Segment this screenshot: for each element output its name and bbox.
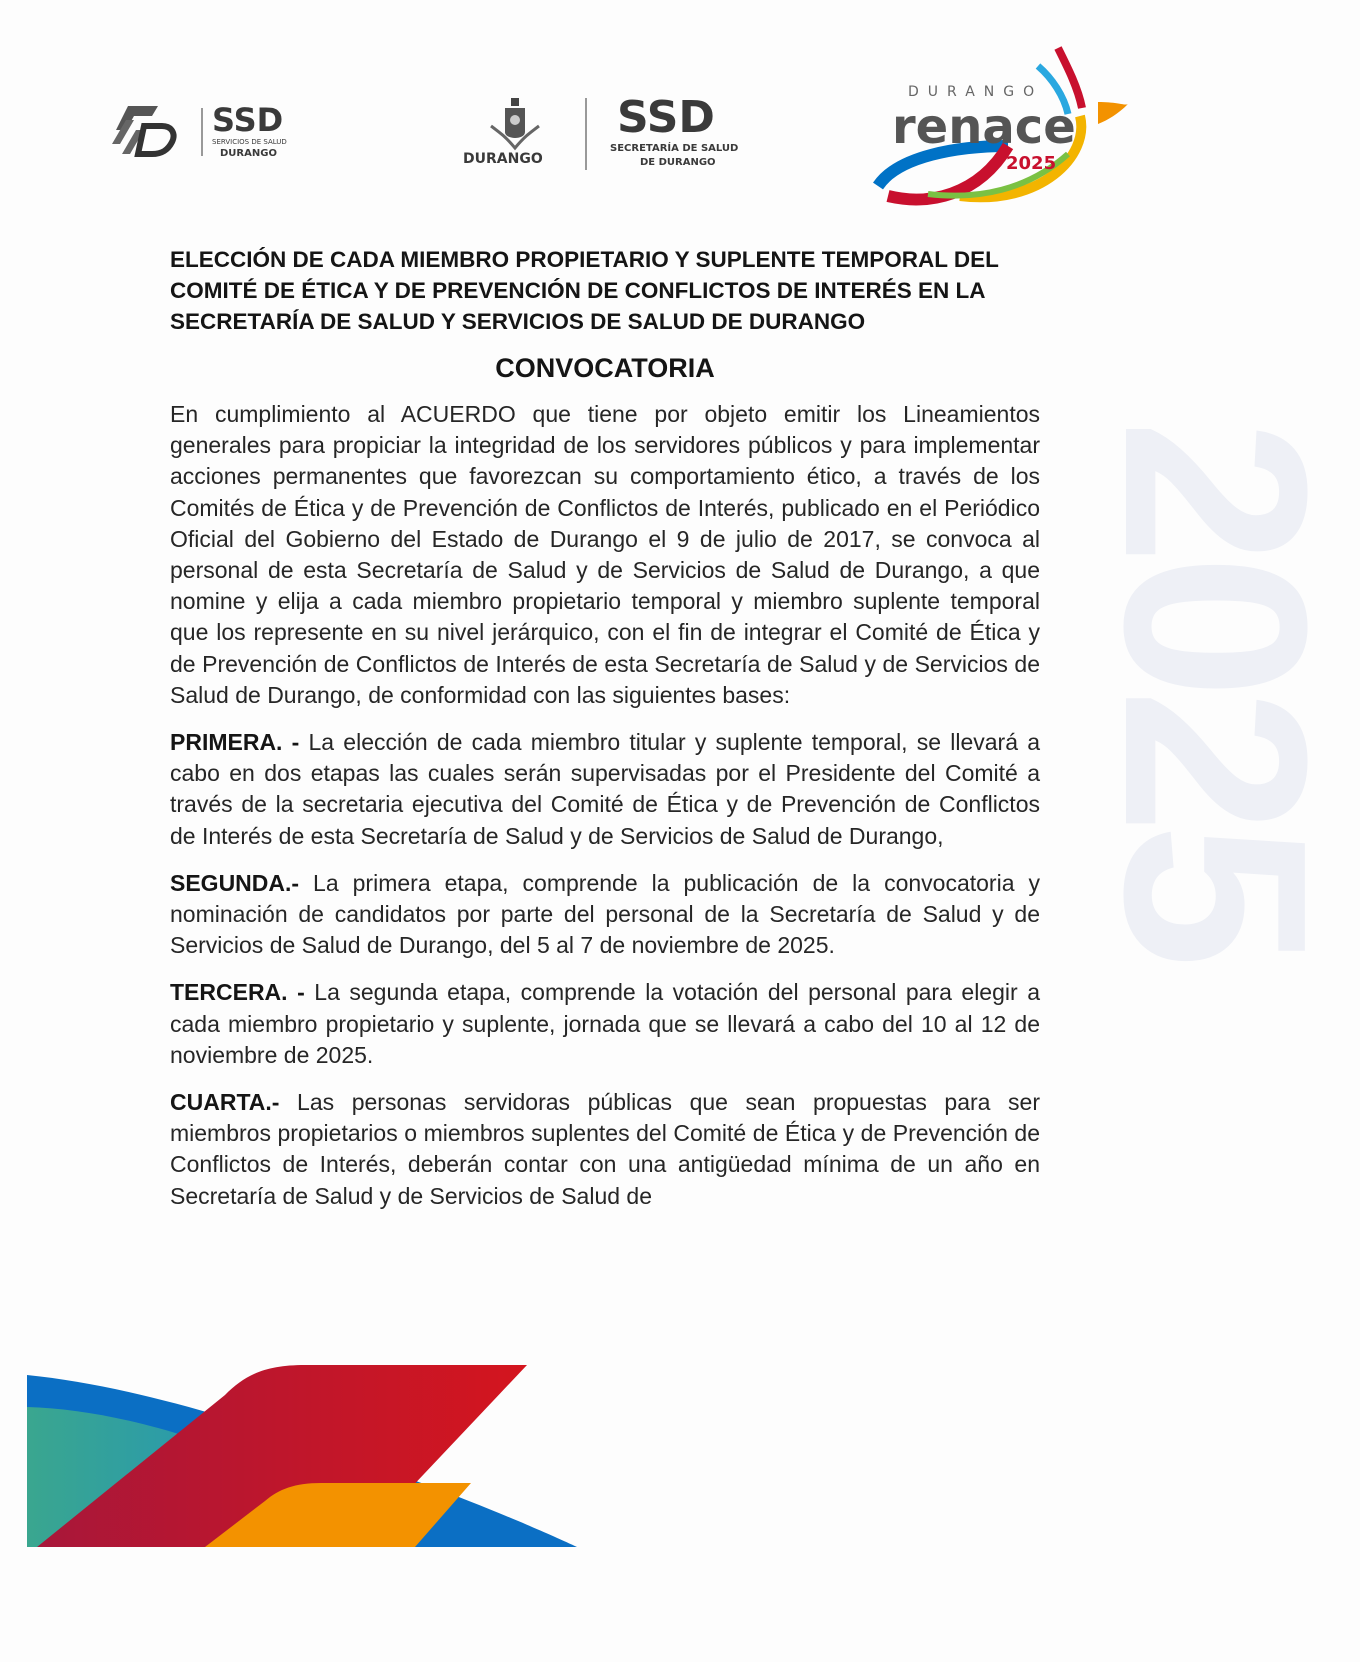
base-cuarta — [170, 1087, 1040, 1212]
base-text: La primera etapa, comprende la publicación de la convocatoria y nominación de candidatos por parte del personal de la Secretaría de Salud y de Servicios de Salud de Durango, del 5 al 7 de noviembre de 2025. — [170, 869, 1040, 959]
logo-ssd-text: SSD — [617, 92, 715, 143]
base-primera — [170, 727, 1040, 852]
logo-word: renace — [892, 99, 1076, 155]
logo-line1: SECRETARÍA DE SALUD — [610, 143, 739, 154]
base-tercera — [170, 977, 1040, 1071]
document-heading: CONVOCATORIA — [495, 353, 715, 383]
intro-paragraph: En cumplimiento al ACUERDO que tiene por objeto emitir los Lineamientos generales para propiciar la integridad de los servidores públicos y para implementar acciones permanentes que favorezcan su comportamiento ético, a través de los Comités de Ética y de Prevención de Conflictos de Interés, publicado en el Periódico Oficial del Gobierno del Estado de Durango el 9 de julio de 2017, se convoca al personal de esta Secretaría de Salud y de Servicios de Salud de Durango, a que nomine y elija a cada miembro propietario temporal y miembro suplente temporal que los represente en su nivel jerárquico, con el fin de integrar el Comité de Ética y de Prevención de Conflictos de Interés de esta Secretaría de Salud y de Servicios de Salud de Durango, de conformidad con las siguientes bases: — [170, 401, 1040, 708]
document-title: ELECCIÓN DE CADA MIEMBRO PROPIETARIO Y SUPLENTE TEMPORAL DEL COMITÉ DE ÉTICA Y DE PREVENCIÓN DE CONFLICTOS DE INTERÉS EN LA SECRETARÍA DE SALUD Y SERVICIOS DE SALUD DE DURANGO — [170, 247, 999, 334]
logo-divider — [201, 108, 203, 156]
logo-year: 2025 — [1006, 153, 1057, 174]
logo-divider — [585, 98, 587, 170]
base-label: CUARTA.- — [170, 1089, 280, 1116]
durango-ssd-logo — [455, 92, 755, 176]
footer-decoration — [25, 1365, 585, 1555]
coat-of-arms-icon — [485, 96, 545, 152]
base-segunda — [170, 868, 1040, 962]
base-text: La segunda etapa, comprende la votación del personal para elegir a cada miembro propietario y suplente, jornada que se llevará a cabo del 10 al 12 de noviembre de 2025. — [170, 979, 1040, 1068]
document-body — [170, 244, 1040, 1212]
logo-line2: DURANGO — [220, 148, 277, 159]
base-text: La elección de cada miembro titular y suplente temporal, se llevará a cabo en dos etapas las cuales serán supervisadas por el Presidente del Comité a través de la secretaria ejecutiva del Comité de Ética y de Prevención de Conflictos de Interés de esta Secretaría de Salud y de Servicios de Salud de Durango, — [170, 729, 1040, 849]
logo-ssd-text: SSD — [212, 101, 284, 139]
base-label: TERCERA. - — [170, 979, 305, 1006]
base-text: Las personas servidoras públicas que sean propuestas para ser miembros propietarios o miembros suplentes del Comité de Ética y de Prevención de Conflictos de Interés, deberán contar con una antigüedad mínima de un año en Secretaría de Salud y de Servicios de Salud de — [170, 1089, 1040, 1209]
durango-renace-logo — [868, 46, 1130, 216]
logo-line2: DE DURANGO — [640, 157, 716, 168]
base-label: SEGUNDA.- — [170, 869, 300, 896]
ssd-emblem-icon — [108, 104, 184, 158]
watermark-year: 2025 — [1070, 420, 1360, 959]
base-label: PRIMERA. - — [170, 729, 300, 756]
ssd-services-logo — [108, 101, 308, 160]
logo-line1: SERVICIOS DE SALUD — [212, 138, 287, 146]
logo-state-text: DURANGO — [463, 151, 543, 167]
logo-top-text: DURANGO — [908, 84, 1044, 100]
